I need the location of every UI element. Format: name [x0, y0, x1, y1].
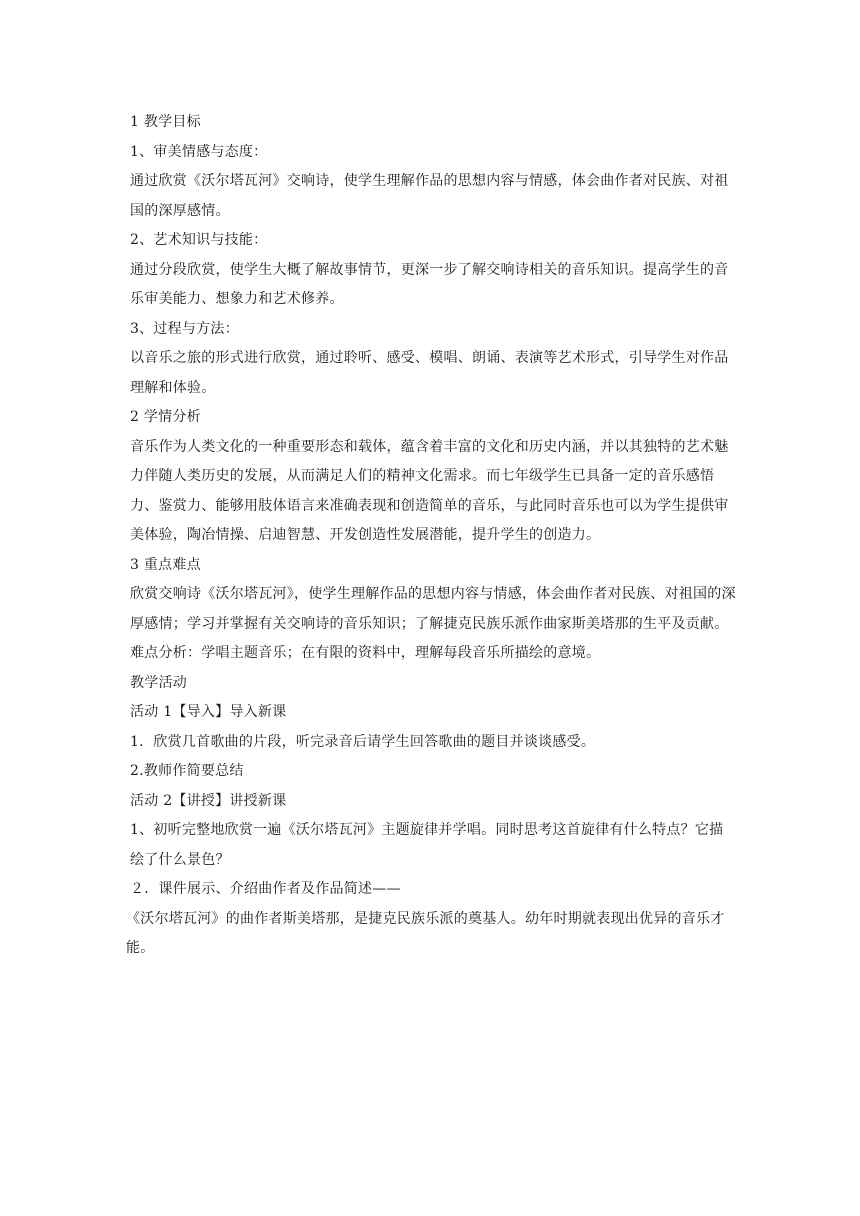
document-body	[126, 108, 736, 964]
heading-teaching-goals: 1 教学目标	[130, 114, 201, 130]
paragraph: 欣赏交响诗《沃尔塔瓦河》，使学生理解作品的思想内容与情感，体会曲作者对民族、对祖国的深厚感情；学习并掌握有关交响诗的音乐知识；了解捷克民族乐派作曲家斯美塔那的生平及贡献。	[130, 586, 736, 632]
paragraph: 以音乐之旅的形式进行欣赏，通过聆听、感受、模唱、朗诵、表演等艺术形式，引导学生对作品理解和体验。	[130, 350, 729, 396]
paragraph: ２．课件展示、介绍曲作者及作品简述——	[130, 881, 401, 897]
paragraph: 2.教师作简要总结	[130, 763, 244, 779]
paragraph: 《沃尔塔瓦河》的曲作者斯美塔那，是捷克民族乐派的奠基人。幼年时期就表现出优异的音乐才能。	[126, 910, 725, 956]
paragraph: 1．欣赏几首歌曲的片段，听完录音后请学生回答歌曲的题目并谈谈感受。	[130, 733, 596, 750]
subheading-process: 3、过程与方法：	[130, 320, 239, 337]
paragraph: 音乐作为人类文化的一种重要形态和载体，蕴含着丰富的文化和历史内涵，并以其独特的艺术魅力伴随人类历史的发展，从而满足人们的精神文化需求。而七年级学生已具备一定的音乐感悟力、鉴赏力、能够用肢体语言来准确表现和创造简单的音乐，与此同时音乐也可以为学生提供审美体验，陶冶情操、启迪智慧、开发创造性发展潜能，提升学生的创造力。	[130, 438, 729, 543]
heading-student-analysis: 2 学情分析	[130, 409, 201, 425]
paragraph: 1、初听完整地欣赏一遍《沃尔塔瓦河》主题旋律并学唱。同时思考这首旋律有什么特点？它描绘了什么景色？	[130, 822, 724, 868]
subheading-aesthetic: 1、审美情感与态度：	[130, 143, 268, 160]
subheading-skills: 2、艺术知识与技能：	[130, 232, 268, 248]
activity-heading: 活动 2【讲授】讲授新课	[130, 792, 287, 809]
paragraph: 通过欣赏《沃尔塔瓦河》交响诗，使学生理解作品的思想内容与情感，体会曲作者对民族、对祖国的深厚感情。	[130, 173, 729, 219]
paragraph: 通过分段欣赏，使学生大概了解故事情节，更深一步了解交响诗相关的音乐知识。提高学生的音乐审美能力、想象力和艺术修养。	[130, 261, 729, 307]
paragraph: 难点分析：学唱主题音乐；在有限的资料中，理解每段音乐所描绘的意境。	[130, 645, 601, 661]
heading-activities: 教学活动	[130, 674, 187, 691]
heading-key-points: 3 重点难点	[130, 556, 201, 573]
activity-heading: 活动 1【导入】导入新课	[130, 704, 287, 720]
